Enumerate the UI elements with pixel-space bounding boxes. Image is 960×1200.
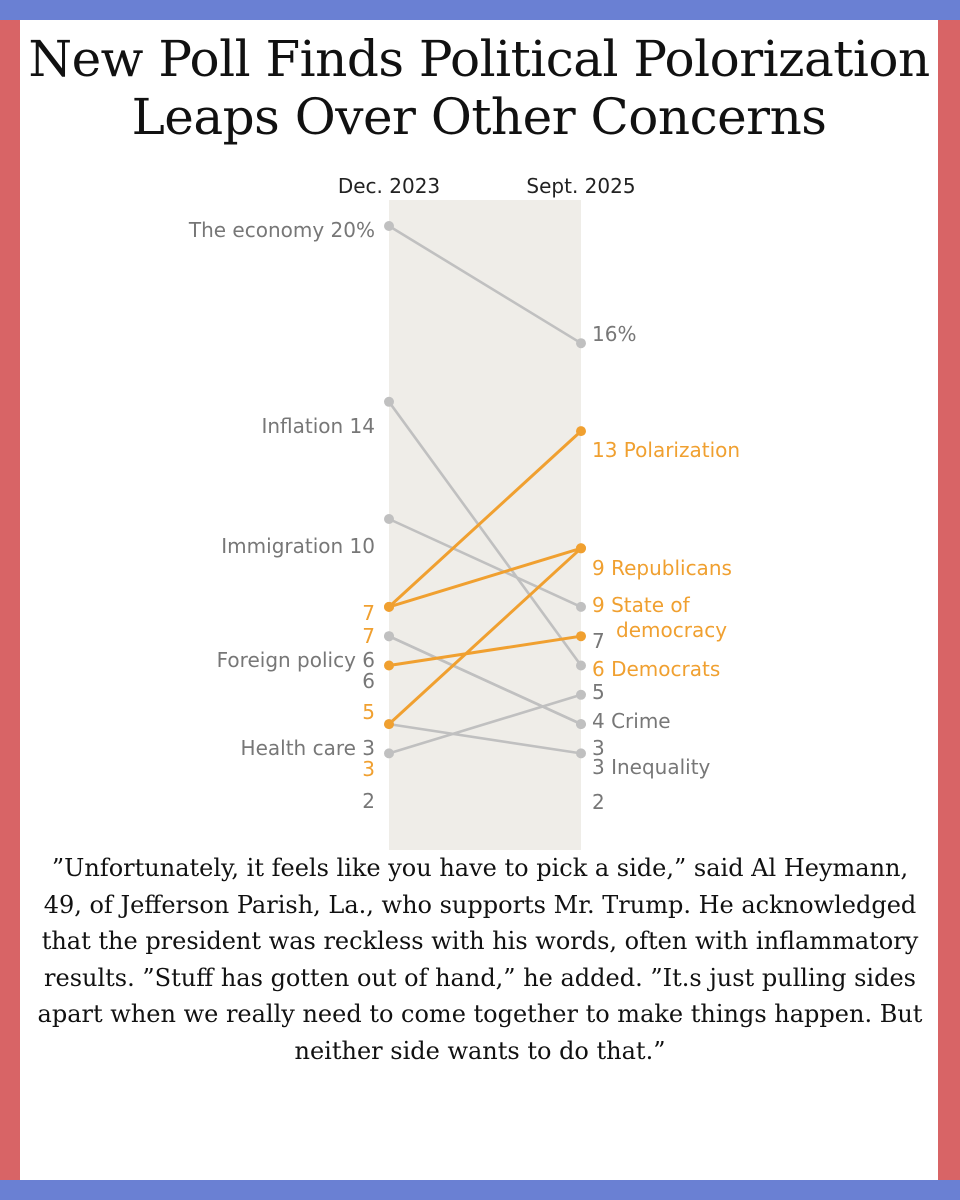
left-label-inequality: 6 xyxy=(362,669,375,693)
point-left-inequality xyxy=(384,631,394,641)
point-left-inflation xyxy=(384,397,394,407)
left-label-immigration: Immigration 10 xyxy=(221,534,375,558)
right-label-inflation: 5 xyxy=(592,680,605,704)
point-right-inequality xyxy=(576,719,586,729)
headline-line-2: Leaps Over Other Concerns xyxy=(131,88,827,146)
right-label-the-economy: 16% xyxy=(592,322,637,346)
left-label-the-economy: The economy 20% xyxy=(188,218,375,242)
chart-band xyxy=(389,200,581,850)
left-label-republicans: 7 xyxy=(362,624,375,648)
frame-bottom-bar xyxy=(0,1180,960,1200)
left-label-democrats: 5 xyxy=(362,700,375,724)
right-label-inequality: 3 Inequality xyxy=(592,755,711,779)
left-label-inflation: Inflation 14 xyxy=(261,414,375,438)
column-header-right: Sept. 2025 xyxy=(526,174,636,198)
right-label-republicans: 9 Republicans xyxy=(592,556,732,580)
point-right-crime xyxy=(576,690,586,700)
quote-text: ”Unfortunately, it feels like you have to pick a side,” said Al Heymann, 49, of Jefferson Parish, La., who supports Mr. Trump. He acknowledged that the president was reckless with his words, often with inflammatory results. ”Stuff has gotten out of hand,” he added. ”It.s just pulling sides apart when we really need to come together to make things happen. But neither side wants to do that.” xyxy=(37,854,923,1065)
point-right-health-care xyxy=(576,748,586,758)
point-left-republicans xyxy=(384,602,394,612)
left-label-foreign-policy: Foreign policy 6 xyxy=(216,648,375,672)
right-label-crime: 4 Crime xyxy=(592,709,671,733)
point-left-immigration xyxy=(384,514,394,524)
column-header-left: Dec. 2023 xyxy=(337,174,441,198)
left-label-crime: 2 xyxy=(362,789,375,813)
point-right-democrats xyxy=(576,631,586,641)
point-left-the-economy xyxy=(384,221,394,231)
point-left-crime xyxy=(384,748,394,758)
slope-chart xyxy=(20,20,938,850)
right-label-immigration: 7 xyxy=(592,629,605,653)
content-panel xyxy=(20,20,938,1180)
right-label-state-of-democracy: 9 State of democracy xyxy=(592,593,728,642)
point-right-inflation xyxy=(576,661,586,671)
right-label-foreign-policy: 3 xyxy=(592,736,605,760)
left-label-health-care: Health care 3 xyxy=(240,736,375,760)
left-label-polarization: 7 xyxy=(362,601,375,625)
point-left-state-of-democracy xyxy=(384,719,394,729)
point-right-state-of-democracy xyxy=(576,543,586,553)
right-label-health-care: 2 xyxy=(592,790,605,814)
headline-line-1: New Poll Finds Political Polorization xyxy=(28,30,930,88)
point-right-the-economy xyxy=(576,338,586,348)
right-label-democrats: 6 Democrats xyxy=(592,657,721,681)
frame-top-bar xyxy=(0,0,960,20)
point-right-immigration xyxy=(576,602,586,612)
point-right-polarization xyxy=(576,426,586,436)
left-label-state-of-democracy: 3 xyxy=(362,757,375,781)
right-label-polarization: 13 Polarization xyxy=(592,438,741,462)
point-left-democrats xyxy=(384,661,394,671)
